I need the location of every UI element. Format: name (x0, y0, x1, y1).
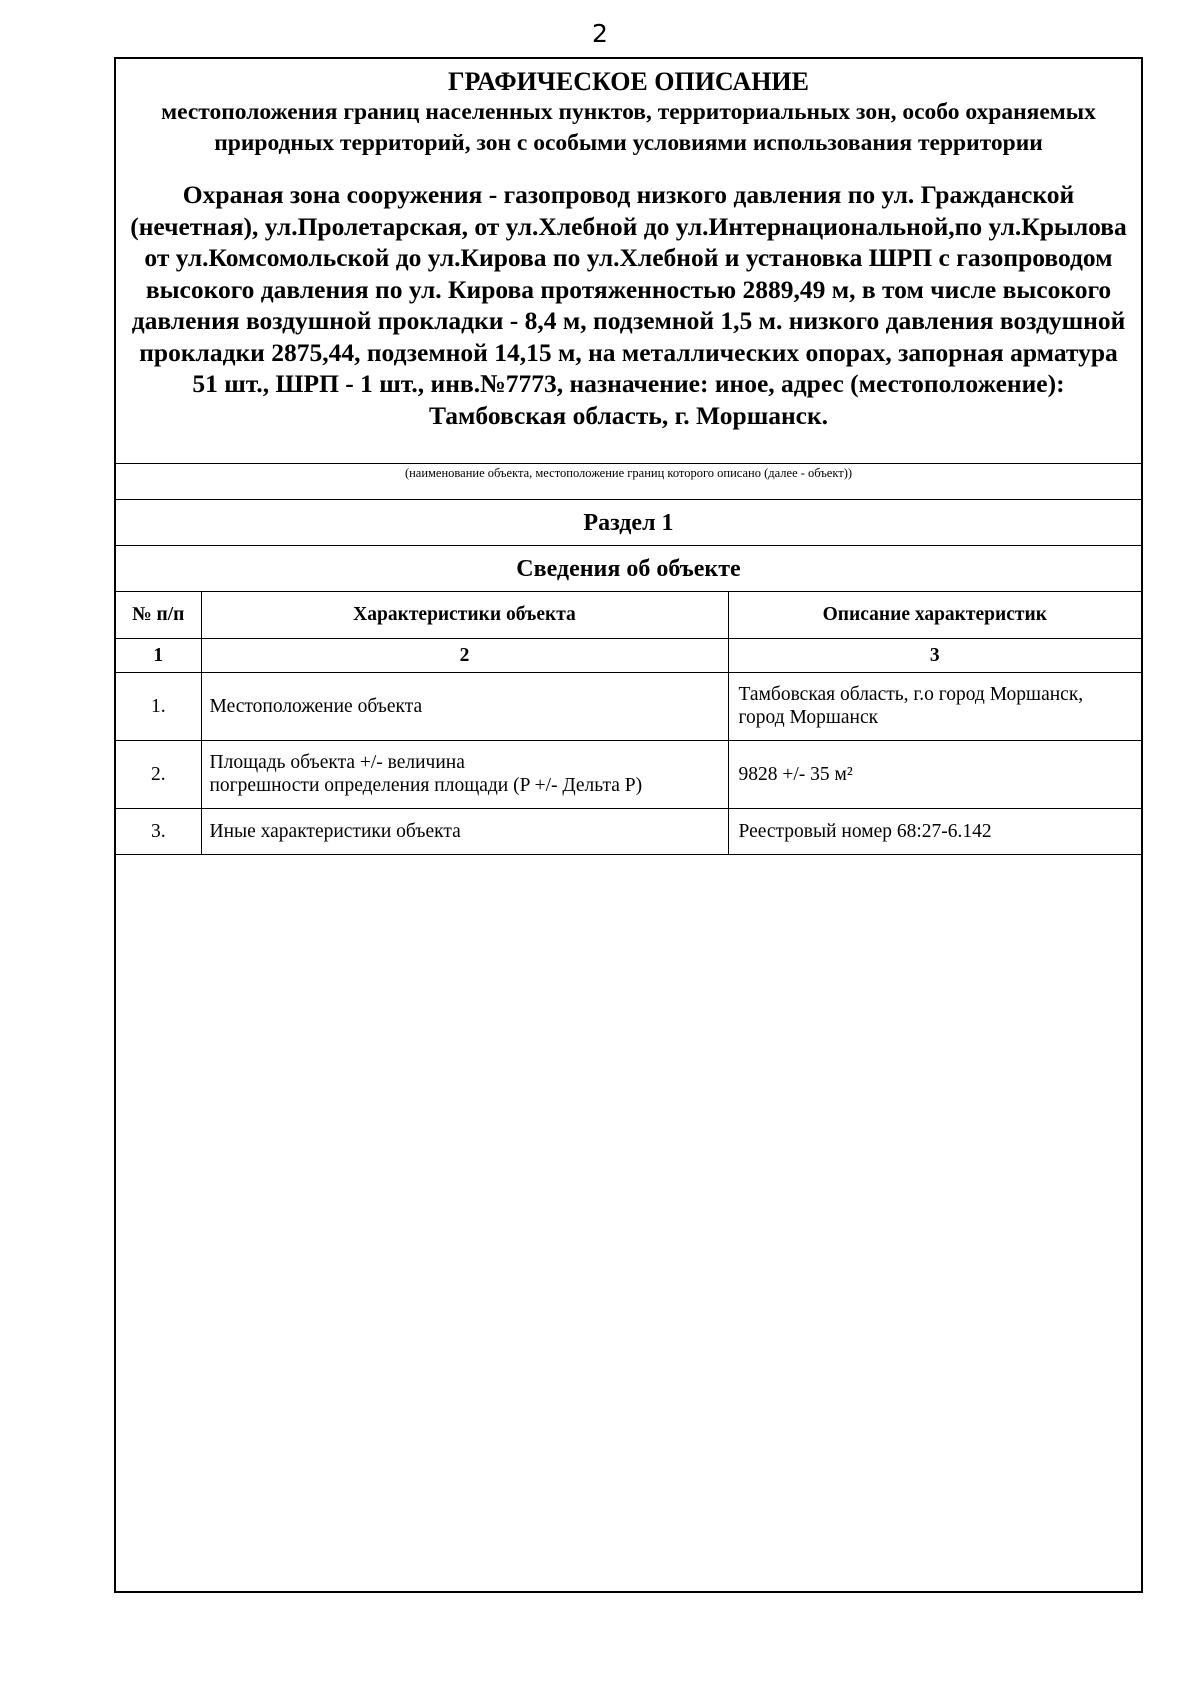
row-description (728, 740, 1141, 808)
page-number: 2 (592, 19, 608, 48)
row-number: 2. (116, 740, 201, 808)
object-name-caption: (наименование объекта, местоположение границ которого описано (далее - объект)) (116, 463, 1141, 500)
column-number: 2 (201, 638, 728, 672)
row-characteristic (201, 672, 728, 740)
column-number: 1 (116, 638, 201, 672)
document-frame (114, 57, 1143, 1593)
section-subtitle: Сведения об объекте (116, 546, 1141, 592)
table-row (116, 672, 1141, 740)
row-description-line: город Моршанск (738, 707, 879, 728)
row-characteristic (201, 808, 728, 854)
column-header-description: Описание характеристик (728, 592, 1141, 638)
table-header-row (116, 592, 1141, 638)
document-title: ГРАФИЧЕСКОЕ ОПИСАНИЕ (448, 67, 809, 96)
document-header (116, 59, 1141, 463)
row-description-line: Реестровый номер 68:27-6.142 (738, 820, 992, 842)
row-characteristic-line: погрешности определения площади (P +/- Дельта P) (209, 775, 643, 796)
row-number: 3. (116, 808, 201, 854)
column-number: 3 (728, 638, 1141, 672)
row-characteristic-line: Иные характеристики объекта (209, 820, 461, 842)
table-row (116, 740, 1141, 808)
column-header-number: № п/п (116, 592, 201, 638)
row-number: 1. (116, 672, 201, 740)
section-title: Раздел 1 (116, 500, 1141, 546)
row-description (728, 808, 1141, 854)
column-number-row (116, 638, 1141, 672)
row-description-line: 9828 +/- 35 м² (738, 763, 853, 785)
column-header-characteristic: Характеристики объекта (201, 592, 728, 638)
row-characteristic-line: Площадь объекта +/- величина (209, 752, 465, 773)
document-subtitle: местоположения границ населенных пунктов, территориальных зон, особо охраняемых природных территорий, зон с особыми условиями использования территории (161, 99, 1096, 156)
row-characteristic-line: Местоположение объекта (209, 695, 423, 717)
row-description (728, 672, 1141, 740)
object-info-table (116, 592, 1141, 855)
object-name: Охраная зона сооружения - газопровод низкого давления по ул. Гражданской (нечетная), ул.Пролетарская, от ул.Хлебной до ул.Интернациональной,по ул.Крылова от ул.Комсомольской до ул.Кирова по ул.Хлебной и установка ШРП с газопроводом высокого давления по ул. Кирова протяженностью 2889,49 м, в том числе высокого давления воздушной прокладки - 8,4 м, подземной 1,5 м. низкого давления воздушной прокладки 2875,44, подземной 14,15 м, на металлических опорах, запорная арматура 51 шт., ШРП - 1 шт., инв.№7773, назначение: иное, адрес (местоположение): Тамбовская область, г. Моршанск. (130, 180, 1127, 430)
row-characteristic (201, 740, 728, 808)
row-description-line: Тамбовская область, г.о город Моршанск, (738, 684, 1084, 705)
table-row (116, 808, 1141, 854)
